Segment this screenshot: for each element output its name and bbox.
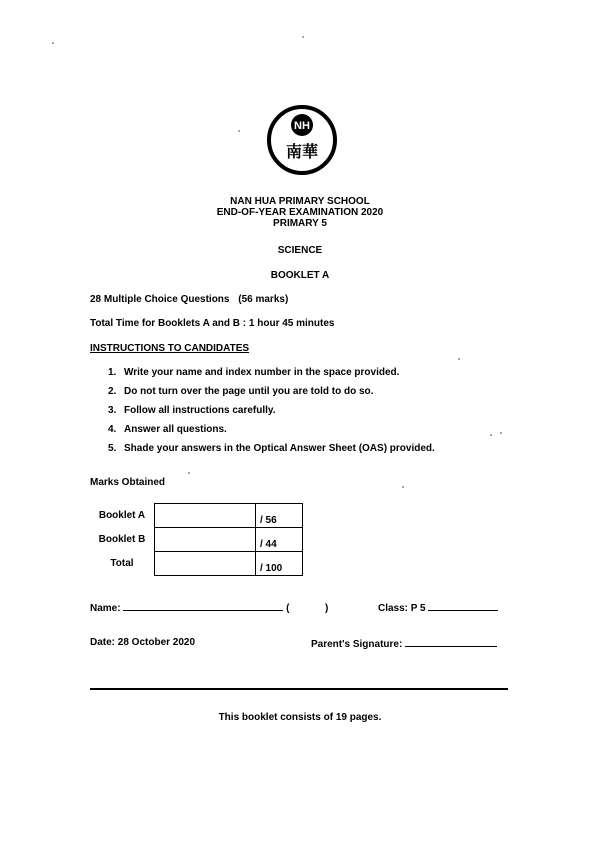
name-field-row [90,601,328,614]
parent-signature-blank [405,637,497,647]
marks-entry-cell [155,504,256,528]
marks-out-of: / 44 [256,528,303,552]
parent-signature-field [311,637,497,650]
instructions-list [108,366,435,461]
instruction-item: 5. Shade your answers in the Optical Answer Sheet (OAS) provided. [108,443,435,454]
table-row [90,528,303,552]
school-logo [266,104,338,176]
class-blank [428,601,498,611]
subject-title: SCIENCE [277,245,323,256]
class-label: Class: P 5 [378,603,426,614]
scan-speck [402,486,404,488]
scan-speck [238,130,240,132]
table-row [90,552,303,576]
school-name: NAN HUA PRIMARY SCHOOL [230,196,370,207]
class-field [378,601,498,614]
instruction-item: 2. Do not turn over the page until you are told to do so. [108,386,374,397]
logo-chinese-name: 南華 [285,142,319,161]
marks-row-label: Booklet A [98,510,146,521]
scan-speck [52,42,54,44]
horizontal-divider [90,688,508,690]
scan-speck [458,358,460,360]
marks-out-of: / 56 [256,504,303,528]
marks-row-label: Total [110,558,134,569]
instruction-item: 3. Follow all instructions carefully. [108,405,276,416]
table-row [90,504,303,528]
marks-row-label: Booklet B [98,534,146,545]
instruction-item: 1. Write your name and index number in the space provided. [108,367,400,378]
page-count: This booklet consists of 19 pages. [218,712,382,723]
exam-title: END-OF-YEAR EXAMINATION 2020 [216,207,384,218]
question-count [90,294,288,305]
scan-speck [500,432,502,434]
marks-table [90,503,303,576]
parent-signature-label: Parent's Signature: [311,639,403,650]
index-paren-close: ) [325,603,329,614]
marks-obtained-heading: Marks Obtained [90,477,166,488]
booklet-title: BOOKLET A [270,270,330,281]
scan-speck [490,434,492,436]
level-title: PRIMARY 5 [273,218,327,229]
total-marks: (56 marks) [238,294,289,305]
instructions-heading: INSTRUCTIONS TO CANDIDATES [90,343,250,354]
index-paren-open: ( [286,603,290,614]
scan-speck [188,472,190,474]
marks-out-of: / 100 [256,552,303,576]
instruction-item: 4. Answer all questions. [108,424,227,435]
total-time: Total Time for Booklets A and B : 1 hour 45 minutes [90,318,335,329]
name-label: Name: [90,603,121,614]
marks-entry-cell [155,528,256,552]
scan-speck [302,36,304,38]
logo-initials: NH [294,120,310,132]
name-blank [123,601,283,611]
exam-date: Date: 28 October 2020 [90,637,196,648]
marks-entry-cell [155,552,256,576]
question-count-text: 28 Multiple Choice Questions [90,294,230,305]
